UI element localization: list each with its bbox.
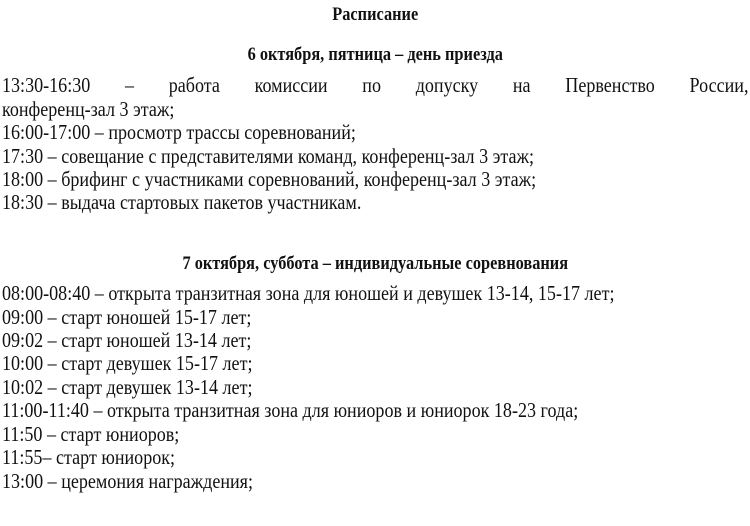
list-item: 13:00 – церемония награждения;: [2, 468, 254, 493]
list-item: конференц-зал 3 этаж;: [2, 96, 175, 121]
document-title: Расписание: [332, 4, 419, 25]
day2-heading: 7 октября, суббота – индивидуальные соревнования: [182, 252, 569, 274]
list-item: 11:55– старт юниорок;: [2, 445, 176, 470]
list-item: 13:30-16:30 – работа комиссии по допуску на Первенство России,: [2, 73, 749, 98]
list-item: 09:02 – старт юношей 13-14 лет;: [2, 328, 252, 353]
day2-list: [2, 282, 748, 493]
day1-heading: 6 октября, пятница – день приезда: [247, 44, 503, 65]
day1-list: [2, 74, 748, 214]
list-item: 09:00 – старт юношей 15-17 лет;: [2, 304, 252, 329]
list-item: 11:00-11:40 – открыта транзитная зона для юниоров и юниорок 18-23 года;: [2, 398, 579, 423]
list-item: 18:30 – выдача стартовых пакетов участникам.: [2, 190, 362, 215]
schedule-document: [2, 0, 748, 493]
list-item: 10:02 – старт девушек 13-14 лет;: [2, 374, 253, 399]
list-item: 16:00-17:00 – просмотр трассы соревнований;: [2, 120, 356, 145]
list-item: 11:50 – старт юниоров;: [2, 421, 180, 446]
list-item: 18:00 – брифинг с участниками соревнований, конференц-зал 3 этаж;: [2, 167, 537, 192]
list-item: 17:30 – совещание с представителями команд, конференц-зал 3 этаж;: [2, 143, 535, 168]
list-item: 08:00-08:40 – открыта транзитная зона для юношей и девушек 13-14, 15-17 лет;: [2, 281, 615, 306]
list-item: 10:00 – старт девушек 15-17 лет;: [2, 351, 253, 376]
